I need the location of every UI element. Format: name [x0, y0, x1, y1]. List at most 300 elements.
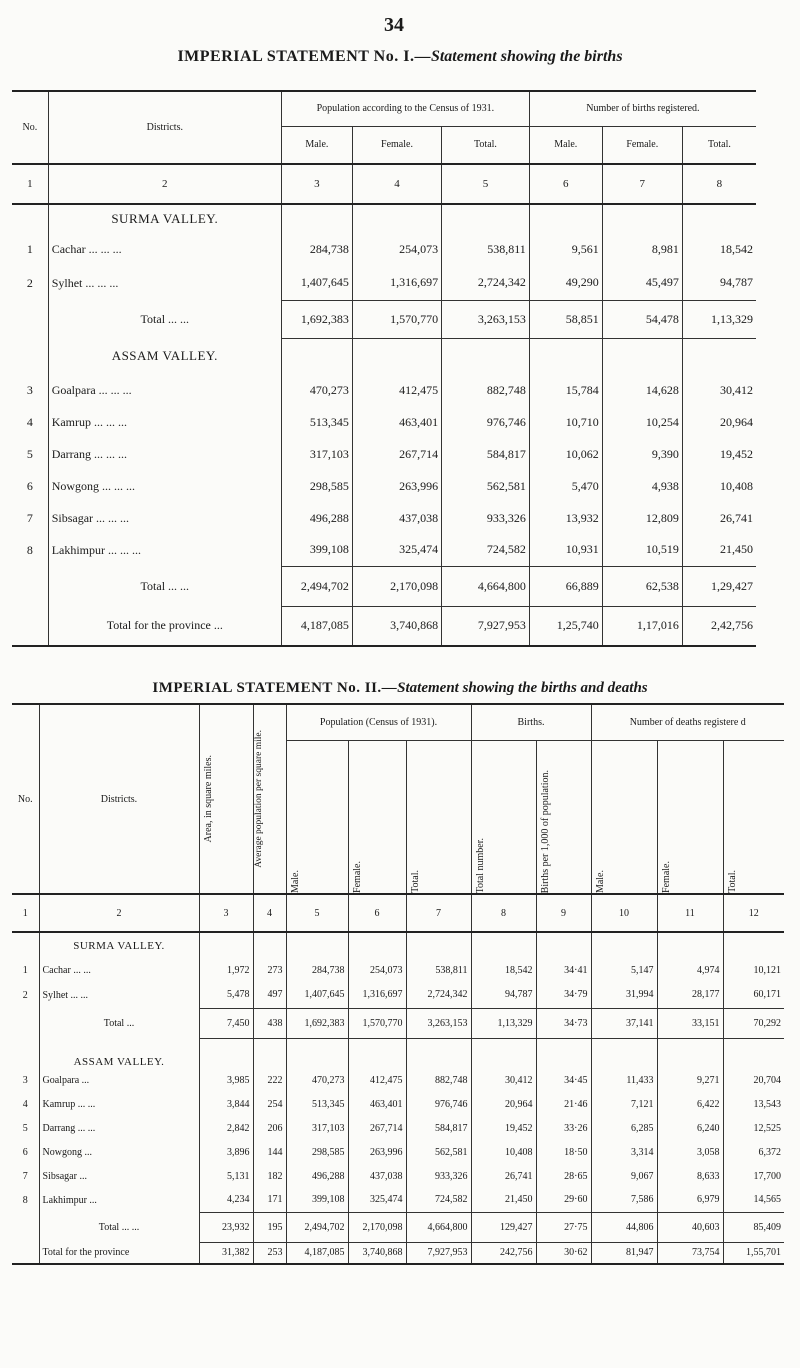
- district-name: Goalpara ...: [39, 1068, 199, 1092]
- col-index: 8: [682, 164, 756, 204]
- pop-total: 7,927,953: [406, 1242, 471, 1264]
- deaths-female: 28,177: [657, 982, 723, 1008]
- pop-male: 1,692,383: [281, 300, 352, 338]
- pop-total: 562,581: [406, 1140, 471, 1164]
- density: 182: [253, 1164, 286, 1188]
- births-total: 1,29,427: [682, 566, 756, 606]
- deaths-male: 44,806: [591, 1212, 657, 1242]
- births-total-number: 242,756: [471, 1242, 536, 1264]
- table-row: [12, 232, 756, 266]
- density: 206: [253, 1116, 286, 1140]
- pop-female: 1,316,697: [348, 982, 406, 1008]
- col-index: 8: [471, 894, 536, 932]
- births-per-1000: 30·62: [536, 1242, 591, 1264]
- row-no: 6: [22, 1146, 28, 1158]
- births-female: 14,628: [602, 374, 682, 406]
- header-births: Number of births registered.: [529, 91, 756, 126]
- row-no: 2: [26, 275, 33, 290]
- table-row: [12, 266, 756, 300]
- pop-total: 4,664,800: [406, 1212, 471, 1242]
- density: 273: [253, 958, 286, 982]
- pop-female: 412,475: [348, 1068, 406, 1092]
- pop-male: 1,692,383: [286, 1008, 348, 1038]
- header-pop-total: Total.: [442, 126, 530, 164]
- row-no: 6: [26, 478, 33, 493]
- row-no: 2: [22, 989, 28, 1001]
- col-index: 3: [281, 164, 352, 204]
- deaths-male: 37,141: [591, 1008, 657, 1038]
- density: 144: [253, 1140, 286, 1164]
- births-male: 10,931: [529, 534, 602, 566]
- column-index-row: [12, 894, 784, 932]
- births-total: 18,542: [682, 232, 756, 266]
- pop-total: 976,746: [406, 1092, 471, 1116]
- header-districts: Districts.: [48, 91, 281, 164]
- col-index: 11: [657, 894, 723, 932]
- col-index: 6: [348, 894, 406, 932]
- table-row: [12, 438, 756, 470]
- district-name: Lakhimpur ...: [39, 1188, 199, 1212]
- pop-total: 2,724,342: [406, 982, 471, 1008]
- header-deaths: Number of deaths registere d: [591, 704, 784, 740]
- row-no: 1: [22, 964, 28, 976]
- births-total-number: 20,964: [471, 1092, 536, 1116]
- table-row: [12, 958, 784, 982]
- births-male: 13,932: [529, 502, 602, 534]
- row-no: 8: [22, 1194, 28, 1206]
- births-female: 10,254: [602, 406, 682, 438]
- table-row: [12, 374, 756, 406]
- births-total-number: 1,13,329: [471, 1008, 536, 1038]
- births-per-1000: 29·60: [536, 1188, 591, 1212]
- deaths-total: 70,292: [723, 1008, 784, 1038]
- pop-female: 254,073: [352, 232, 441, 266]
- deaths-male: 7,121: [591, 1092, 657, 1116]
- pop-total: 882,748: [406, 1068, 471, 1092]
- pop-total: 4,664,800: [442, 566, 530, 606]
- header-pop-total: [406, 740, 471, 894]
- district-name: Darrang ... ...: [39, 1116, 199, 1140]
- header-no: No.: [17, 793, 33, 805]
- births-total-number: 18,542: [471, 958, 536, 982]
- births-male: 15,784: [529, 374, 602, 406]
- deaths-male: 7,586: [591, 1188, 657, 1212]
- table-row: [12, 1140, 784, 1164]
- col-index: 4: [253, 894, 286, 932]
- pop-male: 399,108: [286, 1188, 348, 1212]
- deaths-female: 3,058: [657, 1140, 723, 1164]
- deaths-female: 4,974: [657, 958, 723, 982]
- pop-female: 437,038: [348, 1164, 406, 1188]
- pop-male: 298,585: [286, 1140, 348, 1164]
- deaths-total: 10,121: [723, 958, 784, 982]
- deaths-total: 85,409: [723, 1212, 784, 1242]
- total-row: [12, 1008, 784, 1038]
- header-text: Total number.: [474, 837, 486, 893]
- deaths-female: 6,240: [657, 1116, 723, 1140]
- table-row: [12, 1164, 784, 1188]
- header-districts: Districts.: [39, 704, 199, 894]
- pop-total: 538,811: [406, 958, 471, 982]
- row-no: 4: [22, 1098, 28, 1110]
- pop-male: 2,494,702: [281, 566, 352, 606]
- pop-male: 1,407,645: [281, 266, 352, 300]
- row-no: 4: [26, 414, 33, 429]
- header-population: Population according to the Census of 1931.: [281, 91, 529, 126]
- density: 222: [253, 1068, 286, 1092]
- area: 3,844: [199, 1092, 253, 1116]
- births-total-number: 10,408: [471, 1140, 536, 1164]
- province-total-row: [12, 606, 756, 646]
- deaths-total: 17,700: [723, 1164, 784, 1188]
- density: 253: [253, 1242, 286, 1264]
- pop-male: 513,345: [286, 1092, 348, 1116]
- table-row: [12, 1092, 784, 1116]
- col-index: 7: [602, 164, 682, 204]
- pop-female: 325,474: [348, 1188, 406, 1212]
- births-female: 9,390: [602, 438, 682, 470]
- births-per-1000: 34·41: [536, 958, 591, 982]
- table-row: [12, 982, 784, 1008]
- statement-2-table: [12, 703, 784, 1265]
- births-total-number: 26,741: [471, 1164, 536, 1188]
- area: 23,932: [199, 1212, 253, 1242]
- pop-total: 933,326: [406, 1164, 471, 1188]
- col-index: 5: [442, 164, 530, 204]
- births-male: 1,25,740: [529, 606, 602, 646]
- births-total-number: 129,427: [471, 1212, 536, 1242]
- header-births-male: Male.: [529, 126, 602, 164]
- births-total-number: 94,787: [471, 982, 536, 1008]
- deaths-total: 13,543: [723, 1092, 784, 1116]
- total-row: [12, 566, 756, 606]
- births-total: 30,412: [682, 374, 756, 406]
- col-index: 1: [22, 907, 28, 919]
- total-label: Total ... ...: [39, 1212, 199, 1242]
- births-total: 26,741: [682, 502, 756, 534]
- column-index-row: [12, 164, 756, 204]
- col-index: 9: [536, 894, 591, 932]
- deaths-female: 9,271: [657, 1068, 723, 1092]
- header-births-total: Total.: [682, 126, 756, 164]
- births-total: 19,452: [682, 438, 756, 470]
- header-text: Male.: [289, 869, 301, 893]
- total-label: Total for the province: [39, 1242, 199, 1264]
- pop-male: 4,187,085: [281, 606, 352, 646]
- pop-female: 2,170,098: [352, 566, 441, 606]
- pop-male: 317,103: [286, 1116, 348, 1140]
- density: 497: [253, 982, 286, 1008]
- births-per-1000: 27·75: [536, 1212, 591, 1242]
- pop-female: 2,170,098: [348, 1212, 406, 1242]
- pop-total: 7,927,953: [442, 606, 530, 646]
- births-total-number: 30,412: [471, 1068, 536, 1092]
- deaths-total: 6,372: [723, 1140, 784, 1164]
- pop-male: 496,288: [281, 502, 352, 534]
- district-name: Cachar ... ...: [39, 958, 199, 982]
- births-male: 66,889: [529, 566, 602, 606]
- pop-total: 2,724,342: [442, 266, 530, 300]
- pop-female: 254,073: [348, 958, 406, 982]
- area: 2,842: [199, 1116, 253, 1140]
- header-area: [199, 704, 253, 894]
- header-density-text: Average population per square mile.: [253, 730, 264, 868]
- district-name: Sibsagar ... ... ...: [48, 502, 281, 534]
- header-text: Births per 1,000 of population.: [539, 769, 551, 893]
- deaths-male: 11,433: [591, 1068, 657, 1092]
- header-births-female: Female.: [602, 126, 682, 164]
- statement-2-title-main: IMPERIAL STATEMENT No. II.—: [152, 680, 398, 696]
- section-label-surma: SURMA VALLEY.: [39, 932, 199, 958]
- pop-female: 463,401: [348, 1092, 406, 1116]
- header-text: Male.: [594, 869, 606, 893]
- births-male: 10,710: [529, 406, 602, 438]
- births-male: 58,851: [529, 300, 602, 338]
- row-no: 8: [26, 542, 33, 557]
- header-births: Births.: [471, 704, 591, 740]
- deaths-male: 81,947: [591, 1242, 657, 1264]
- pop-total: 933,326: [442, 502, 530, 534]
- deaths-female: 8,633: [657, 1164, 723, 1188]
- col-index: 4: [352, 164, 441, 204]
- births-female: 4,938: [602, 470, 682, 502]
- statement-1-title: [0, 48, 800, 66]
- area: 3,985: [199, 1068, 253, 1092]
- pop-female: 437,038: [352, 502, 441, 534]
- district-name: Nowgong ... ... ...: [48, 470, 281, 502]
- pop-female: 267,714: [348, 1116, 406, 1140]
- births-female: 10,519: [602, 534, 682, 566]
- header-births-per-1000: [536, 740, 591, 894]
- header-deaths-total: [723, 740, 784, 894]
- births-total-number: 21,450: [471, 1188, 536, 1212]
- pop-female: 267,714: [352, 438, 441, 470]
- district-name: Cachar ... ... ...: [48, 232, 281, 266]
- district-name: Sylhet ... ... ...: [48, 266, 281, 300]
- area: 5,131: [199, 1164, 253, 1188]
- births-male: 5,470: [529, 470, 602, 502]
- births-female: 8,981: [602, 232, 682, 266]
- pop-female: 1,570,770: [348, 1008, 406, 1038]
- table-row: [12, 406, 756, 438]
- table-row: [12, 470, 756, 502]
- total-label: Total ... ...: [48, 566, 281, 606]
- births-total: 10,408: [682, 470, 756, 502]
- pop-total: 724,582: [442, 534, 530, 566]
- deaths-total: 1,55,701: [723, 1242, 784, 1264]
- row-no: 3: [22, 1074, 28, 1086]
- row-no: 5: [22, 1122, 28, 1134]
- total-label: Total for the province ...: [48, 606, 281, 646]
- births-per-1000: 21·46: [536, 1092, 591, 1116]
- row-no: 5: [26, 446, 33, 461]
- pop-male: 284,738: [286, 958, 348, 982]
- births-total: 94,787: [682, 266, 756, 300]
- deaths-male: 9,067: [591, 1164, 657, 1188]
- statement-2-title: [0, 680, 800, 697]
- births-per-1000: 18·50: [536, 1140, 591, 1164]
- pop-male: 298,585: [281, 470, 352, 502]
- births-total: 2,42,756: [682, 606, 756, 646]
- table-row: [12, 1068, 784, 1092]
- row-no: 7: [26, 510, 33, 525]
- pop-total: 3,263,153: [406, 1008, 471, 1038]
- district-name: Kamrup ... ...: [39, 1092, 199, 1116]
- births-per-1000: 34·79: [536, 982, 591, 1008]
- pop-female: 1,316,697: [352, 266, 441, 300]
- total-label: Total ... ...: [48, 300, 281, 338]
- pop-female: 263,996: [352, 470, 441, 502]
- births-total: 21,450: [682, 534, 756, 566]
- district-name: Lakhimpur ... ... ...: [48, 534, 281, 566]
- density: 195: [253, 1212, 286, 1242]
- pop-total: 538,811: [442, 232, 530, 266]
- col-index: 5: [286, 894, 348, 932]
- header-pop-female: [348, 740, 406, 894]
- pop-male: 284,738: [281, 232, 352, 266]
- col-index: 7: [406, 894, 471, 932]
- section-label-assam: ASSAM VALLEY.: [48, 338, 281, 374]
- pop-male: 399,108: [281, 534, 352, 566]
- deaths-male: 6,285: [591, 1116, 657, 1140]
- pop-male: 513,345: [281, 406, 352, 438]
- total-row: [12, 300, 756, 338]
- births-female: 12,809: [602, 502, 682, 534]
- deaths-total: 20,704: [723, 1068, 784, 1092]
- area: 1,972: [199, 958, 253, 982]
- header-pop-male: Male.: [281, 126, 352, 164]
- section-label-assam: ASSAM VALLEY.: [39, 1038, 199, 1068]
- pop-female: 3,740,868: [352, 606, 441, 646]
- area: 4,234: [199, 1188, 253, 1212]
- births-female: 54,478: [602, 300, 682, 338]
- header-density: [253, 704, 286, 894]
- births-male: 9,561: [529, 232, 602, 266]
- statement-2-title-italic: Statement showing the births and deaths: [397, 680, 648, 696]
- density: 438: [253, 1008, 286, 1038]
- pop-total: 724,582: [406, 1188, 471, 1212]
- area: 3,896: [199, 1140, 253, 1164]
- col-index: 2: [48, 164, 281, 204]
- pop-male: 470,273: [286, 1068, 348, 1092]
- pop-male: 470,273: [281, 374, 352, 406]
- deaths-total: 14,565: [723, 1188, 784, 1212]
- pop-total: 562,581: [442, 470, 530, 502]
- header-deaths-female: [657, 740, 723, 894]
- district-name: Darrang ... ... ...: [48, 438, 281, 470]
- area: 5,478: [199, 982, 253, 1008]
- pop-male: 4,187,085: [286, 1242, 348, 1264]
- births-male: 49,290: [529, 266, 602, 300]
- total-label: Total ...: [39, 1008, 199, 1038]
- area: 31,382: [199, 1242, 253, 1264]
- births-per-1000: 28·65: [536, 1164, 591, 1188]
- pop-female: 463,401: [352, 406, 441, 438]
- header-text: Total.: [409, 870, 421, 893]
- district-name: Kamrup ... ... ...: [48, 406, 281, 438]
- header-population: Population (Census of 1931).: [286, 704, 471, 740]
- births-female: 62,538: [602, 566, 682, 606]
- births-total-number: 19,452: [471, 1116, 536, 1140]
- header-births-total-number: [471, 740, 536, 894]
- page-number: 34: [384, 14, 404, 36]
- deaths-male: 31,994: [591, 982, 657, 1008]
- district-name: Sylhet ... ...: [39, 982, 199, 1008]
- deaths-male: 5,147: [591, 958, 657, 982]
- header-text: Female.: [660, 861, 672, 893]
- table-row: [12, 534, 756, 566]
- col-index: 2: [39, 894, 199, 932]
- col-index: 1: [27, 178, 33, 190]
- table-row: [12, 1116, 784, 1140]
- pop-female: 3,740,868: [348, 1242, 406, 1264]
- density: 254: [253, 1092, 286, 1116]
- col-index: 6: [529, 164, 602, 204]
- province-total-row: [12, 1242, 784, 1264]
- deaths-female: 73,754: [657, 1242, 723, 1264]
- births-per-1000: 34·73: [536, 1008, 591, 1038]
- area: 7,450: [199, 1008, 253, 1038]
- births-per-1000: 33·26: [536, 1116, 591, 1140]
- pop-total: 976,746: [442, 406, 530, 438]
- pop-male: 496,288: [286, 1164, 348, 1188]
- pop-female: 412,475: [352, 374, 441, 406]
- deaths-female: 6,979: [657, 1188, 723, 1212]
- pop-male: 2,494,702: [286, 1212, 348, 1242]
- births-female: 1,17,016: [602, 606, 682, 646]
- statement-1-table: [12, 90, 756, 647]
- pop-total: 584,817: [442, 438, 530, 470]
- row-no: 7: [22, 1170, 28, 1182]
- births-female: 45,497: [602, 266, 682, 300]
- header-deaths-male: [591, 740, 657, 894]
- row-no: 1: [26, 241, 33, 256]
- deaths-male: 3,314: [591, 1140, 657, 1164]
- pop-total: 584,817: [406, 1116, 471, 1140]
- header-area-text: Area, in square miles.: [202, 755, 214, 843]
- header-pop-male: [286, 740, 348, 894]
- pop-female: 1,570,770: [352, 300, 441, 338]
- pop-female: 325,474: [352, 534, 441, 566]
- header-text: Female.: [351, 861, 363, 893]
- deaths-female: 6,422: [657, 1092, 723, 1116]
- district-name: Sibsagar ...: [39, 1164, 199, 1188]
- table-row: [12, 502, 756, 534]
- total-row: [12, 1212, 784, 1242]
- table-row: [12, 1188, 784, 1212]
- header-no: No.: [22, 122, 38, 133]
- births-per-1000: 34·45: [536, 1068, 591, 1092]
- pop-male: 317,103: [281, 438, 352, 470]
- statement-1-title-main: IMPERIAL STATEMENT No. I.—: [177, 48, 431, 65]
- pop-total: 3,263,153: [442, 300, 530, 338]
- births-male: 10,062: [529, 438, 602, 470]
- deaths-total: 60,171: [723, 982, 784, 1008]
- col-index: 12: [723, 894, 784, 932]
- pop-total: 882,748: [442, 374, 530, 406]
- pop-female: 263,996: [348, 1140, 406, 1164]
- district-name: Nowgong ...: [39, 1140, 199, 1164]
- deaths-total: 12,525: [723, 1116, 784, 1140]
- deaths-female: 40,603: [657, 1212, 723, 1242]
- deaths-female: 33,151: [657, 1008, 723, 1038]
- pop-male: 1,407,645: [286, 982, 348, 1008]
- row-no: 3: [26, 382, 33, 397]
- births-total: 1,13,329: [682, 300, 756, 338]
- births-total: 20,964: [682, 406, 756, 438]
- header-text: Total.: [726, 870, 738, 893]
- col-index: 3: [199, 894, 253, 932]
